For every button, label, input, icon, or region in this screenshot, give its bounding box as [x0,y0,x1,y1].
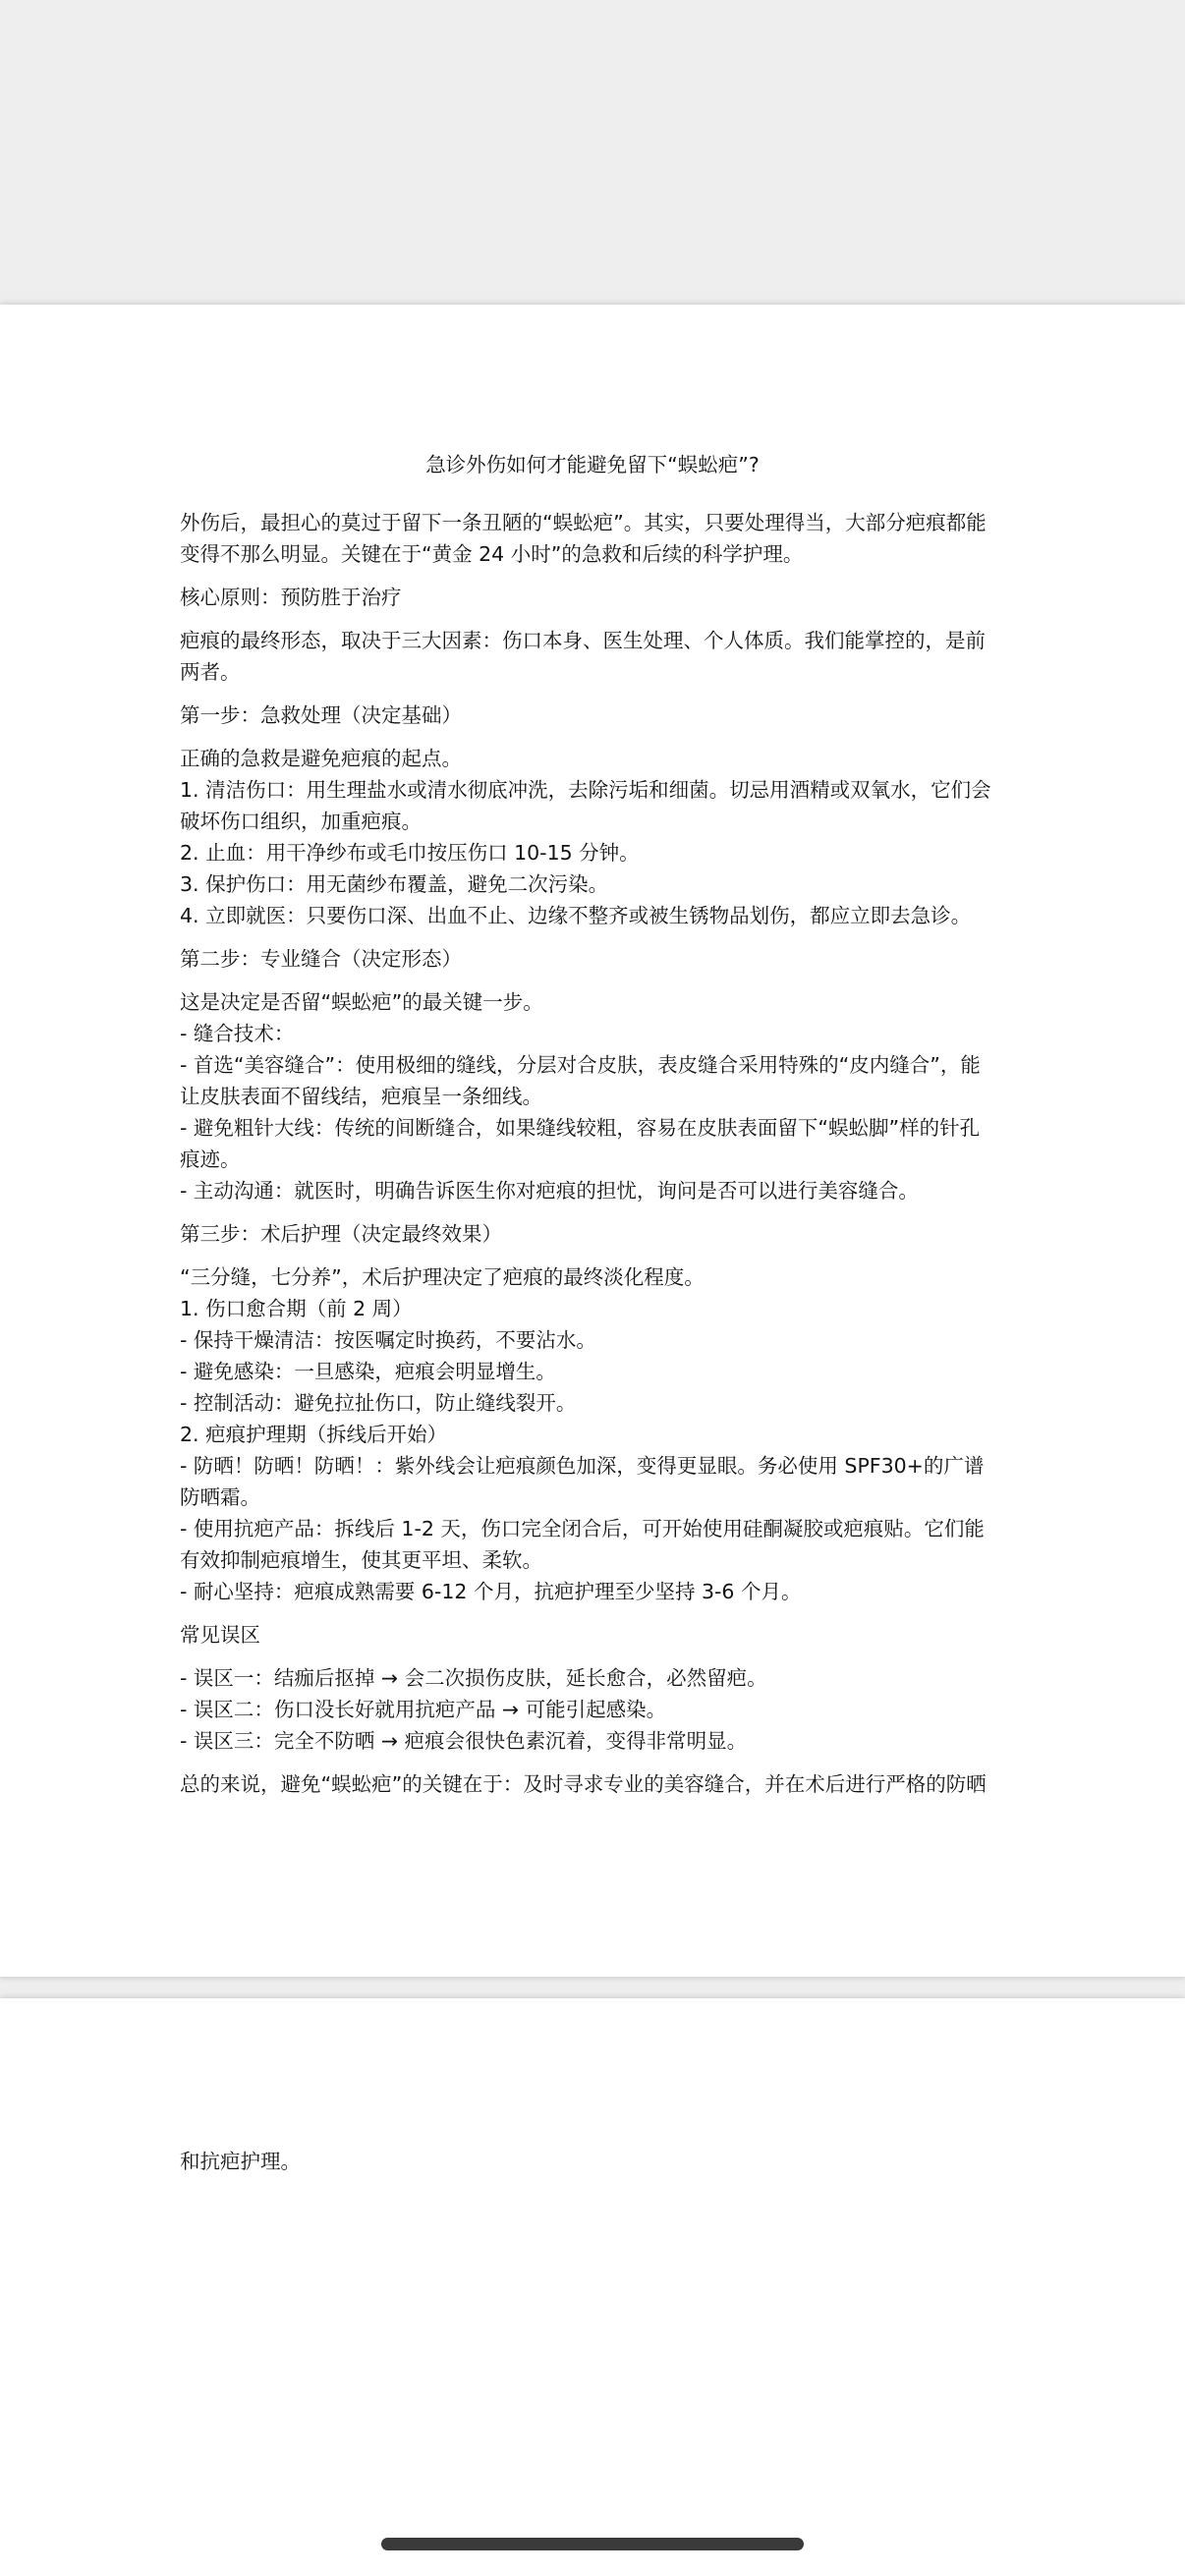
paragraph-continuation [180,2146,1005,2177]
text-line: - 耐心坚持：疤痕成熟需要 6-12 个月，抗疤护理至少坚持 3-6 个月。 [180,1580,802,1603]
paragraph [180,986,1005,1206]
document-body [180,507,1005,1800]
text-line: 和抗疤护理。 [180,2150,301,2173]
text-line: - 避免粗针大线：传统的间断缝合，如果缝线较粗，容易在皮肤表面留下“蜈蚣脚”样的针孔 [180,1116,981,1140]
paragraph [180,700,1005,731]
text-line: - 首选“美容缝合”：使用极细的缝线，分层对合皮肤，表皮缝合采用特殊的“皮内缝合”，能 [180,1053,981,1077]
text-line: 这是决定是否留“蜈蚣疤”的最关键一步。 [180,990,543,1014]
page-1-content [180,449,1005,1812]
document-page-2 [0,1998,1185,2576]
text-line: 正确的急救是避免疤痕的起点。 [180,747,462,770]
text-line: - 避免感染：一旦感染，疤痕会明显增生。 [180,1360,556,1383]
paragraph [180,1619,1005,1651]
text-line: 第三步：术后护理（决定最终效果） [180,1222,502,1246]
text-line: 变得不那么明显。关键在于“黄金 24 小时”的急救和后续的科学护理。 [180,542,804,566]
text-line: 2. 疤痕护理期（拆线后开始） [180,1423,448,1446]
paragraph [180,1768,1005,1800]
text-line: 疤痕的最终形态，取决于三大因素：伤口本身、医生处理、个人体质。我们能掌控的，是前 [180,629,986,652]
text-line: 1. 伤口愈合期（前 2 周） [180,1297,413,1320]
text-line: 第一步：急救处理（决定基础） [180,703,462,727]
text-line: 两者。 [180,660,241,684]
paragraph [180,582,1005,613]
text-line: - 误区三：完全不防晒 → 疤痕会很快色素沉着，变得非常明显。 [180,1729,748,1753]
text-line: 破坏伤口组织，加重疤痕。 [180,810,422,833]
text-line: - 保持干燥清洁：按医嘱定时换药，不要沾水。 [180,1328,596,1352]
text-line: 核心原则：预防胜于治疗 [180,586,402,609]
page-2-content [180,2146,1005,2189]
text-line: 4. 立即就医：只要伤口深、出血不止、边缘不整齐或被生锈物品划伤，都应立即去急诊。 [180,904,972,927]
text-line: - 误区二：伤口没长好就用抗疤产品 → 可能引起感染。 [180,1698,667,1721]
text-line: - 防晒！防晒！防晒！：紫外线会让疤痕颜色加深，变得更显眼。务必使用 SPF30+的广谱 [180,1454,985,1478]
text-line: 总的来说，避免“蜈蚣疤”的关键在于：及时寻求专业的美容缝合，并在术后进行严格的防晒 [180,1772,987,1796]
document-page-1 [0,305,1185,1977]
text-line: - 缝合技术： [180,1022,295,1045]
text-line: “三分缝，七分养”，术后护理决定了疤痕的最终淡化程度。 [180,1265,705,1289]
paragraph [180,943,1005,975]
text-line: 有效抑制疤痕增生，使其更平坦、柔软。 [180,1548,542,1572]
text-line: 外伤后，最担心的莫过于留下一条丑陋的“蜈蚣疤”。其实，只要处理得当，大部分疤痕都能 [180,511,987,534]
text-line: - 误区一：结痂后抠掉 → 会二次损伤皮肤，延长愈合，必然留疤。 [180,1666,767,1690]
text-line: 痕迹。 [180,1148,241,1171]
paragraph [180,743,1005,931]
paragraph [180,1218,1005,1250]
text-line: 1. 清洁伤口：用生理盐水或清水彻底冲洗，去除污垢和细菌。切忌用酒精或双氧水，它们会 [180,778,991,802]
text-line: - 控制活动：避免拉扯伤口，防止缝线裂开。 [180,1391,577,1415]
text-line: 第二步：专业缝合（决定形态） [180,947,462,971]
text-line: 2. 止血：用干净纱布或毛巾按压伤口 10-15 分钟。 [180,841,640,865]
paragraph [180,507,1005,570]
paragraph [180,1261,1005,1607]
text-line: 让皮肤表面不留线结，疤痕呈一条细线。 [180,1085,542,1108]
home-indicator-bar[interactable] [381,2538,804,2550]
paragraph [180,625,1005,688]
text-line: 防晒霜。 [180,1485,260,1509]
text-line: - 主动沟通：就医时，明确告诉医生你对疤痕的担忧，询问是否可以进行美容缝合。 [180,1179,919,1203]
document-title: 急诊外伤如何才能避免留下“蜈蚣疤”? [425,453,760,476]
text-line: 常见误区 [180,1623,260,1647]
text-line: - 使用抗疤产品：拆线后 1-2 天，伤口完全闭合后，可开始使用硅酮凝胶或疤痕贴。它们能 [180,1517,985,1540]
paragraph [180,1662,1005,1757]
text-line: 3. 保护伤口：用无菌纱布覆盖，避免二次污染。 [180,872,609,896]
